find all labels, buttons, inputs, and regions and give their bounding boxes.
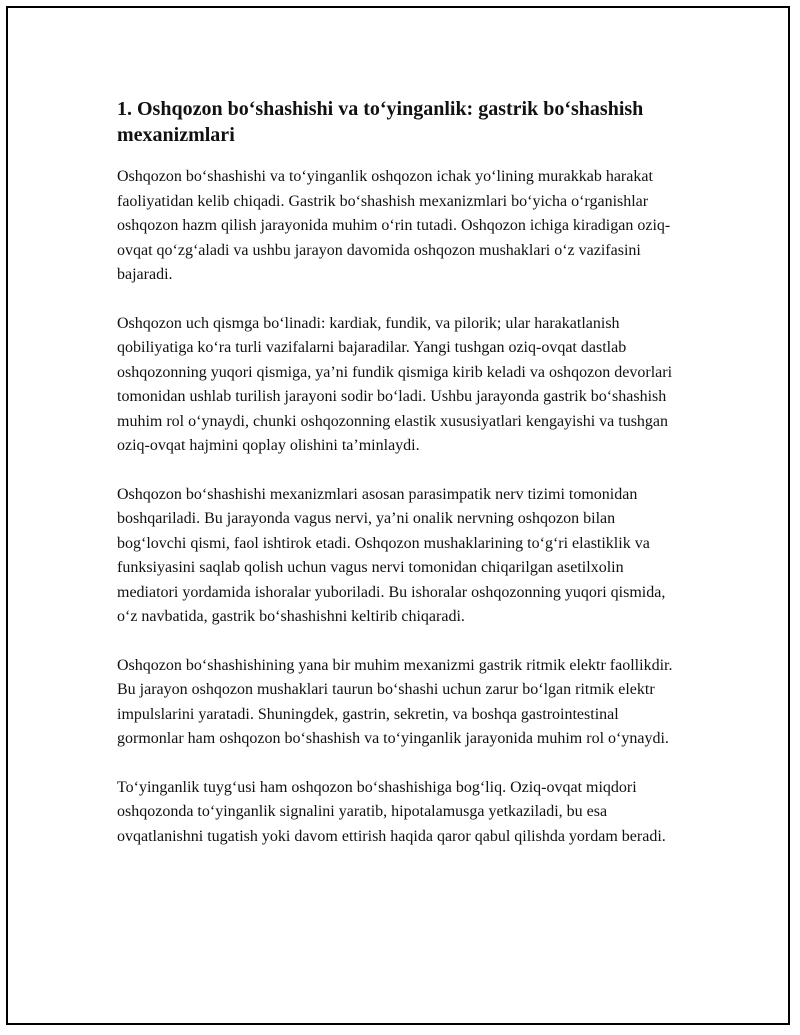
paragraph-1: Oshqozon bo‘shashishi va to‘yinganlik oshqozon ichak yo‘lining murakkab harakat faoliyatidan kelib chiqadi. Gastrik bo‘shashish mexanizmlari bo‘yicha o‘rganishlar oshqozon hazm qilish jarayonida muhim o‘rin tutadi. Oshqozon ichiga kiradigan oziq-ovqat qo‘zg‘aladi va ushbu jarayon davomida oshqozon mushaklari o‘z vazifasini bajaradi. xyxy=(117,168,671,283)
paragraph-4: Oshqozon bo‘shashishining yana bir muhim mexanizmi gastrik ritmik elektr faollikdir. Bu jarayon oshqozon mushaklari taurun bo‘shashi uchun zarur bo‘lgan ritmik elektr impulslarini yaratadi. Shuningdek, gastrin, sekretin, va boshqa gastrointestinal gormonlar ham oshqozon bo‘shashish va to‘yinganlik jarayonida muhim rol o‘ynaydi. xyxy=(117,656,673,747)
paragraph-3: Oshqozon bo‘shashishi mexanizmlari asosan parasimpatik nerv tizimi tomonidan boshqariladi. Bu jarayonda vagus nervi, ya’ni onalik nervning oshqozon bilan bog‘lovchi qismi, faol ishtirok etadi. Oshqozon mushaklarining to‘g‘ri elastiklik va funksiyasini saqlab qolish uchun vagus nervi tomonidan chiqarilgan asetilxolin mediatori yordamida ishoralar yuboriladi. Bu ishoralar oshqozonning yuqori qismida, o‘z navbatida, gastrik bo‘shashishni keltirib chiqaradi. xyxy=(117,485,666,625)
paragraph-2: Oshqozon uch qismga bo‘linadi: kardiak, fundik, va pilorik; ular harakatlanish qobiliyatiga ko‘ra turli vazifalarni bajaradilar. Yangi tushgan oziq-ovqat dastlab oshqozonning yuqori qismiga, ya’ni fundik qismiga kirib keladi va oshqozon devorlari tomonidan ushlab turilish jarayoni sodir bo‘ladi. Ushbu jarayonda gastrik bo‘shashish muhim rol o‘ynaydi, chunki oshqozonning elastik xususiyatlari kengayishi va tushgan oziq-ovqat hajmini qoplay olishini ta’minlaydi. xyxy=(117,314,673,454)
paragraph-5: To‘yinganlik tuyg‘usi ham oshqozon bo‘shashishiga bog‘liq. Oziq-ovqat miqdori oshqozonda to‘yinganlik signalini yaratib, hipotalamusga yetkaziladi, bu esa ovqatlanishni tugatish yoki davom ettirish haqida qaror qabul qilishda yordam beradi. xyxy=(117,778,666,845)
section-title: 1. Oshqozon bo‘shashishi va to‘yinganlik: gastrik bo‘shashish mexanizmlari xyxy=(117,98,644,146)
document-body xyxy=(117,96,687,873)
